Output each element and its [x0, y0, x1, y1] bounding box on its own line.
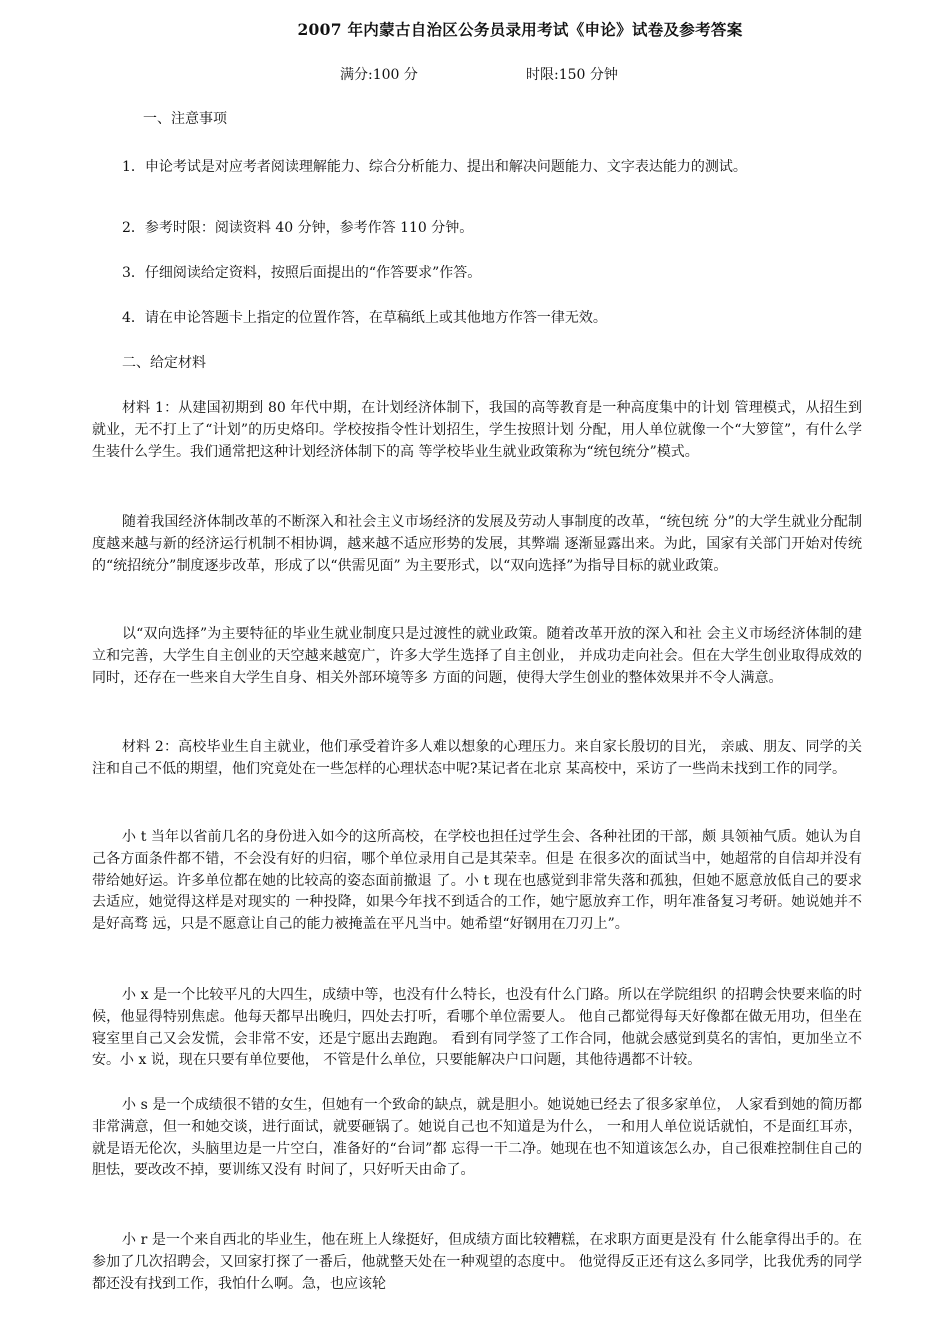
material-paragraph: 小 s 是一个成绩很不错的女生，但她有一个致命的缺点，就是胆小。她说她已经去了很多家单位， 人家看到她的简历都非常满意，但一和她交谈，进行面试，就要砸锅了。她说自己也不知道是为什么， 一和用人单位说话就怕，不是面红耳赤，就是语无伦次，头脑里边是一片空白，准备好的“台词”都 忘得一干二净。她现在也不知道该怎么办，自己很难控制住自己的胆怯，要改改不掉，要训练又没有 时间了，只好听天由命了。	[92, 1097, 862, 1179]
material-paragraph: 材料 1：从建国初期到 80 年代中期，在计划经济体制下，我国的高等教育是一种高度集中的计划 管理模式，从招生到就业，无不打上了“计划”的历史烙印。学校按指令性计划招生，学生按照计划 分配，用人单位就像一个“大箩筐”，有什么学生装什么学生。我们通常把这种计划经济体制下的高 等学校毕业生就业政策称为“统包统分”模式。	[92, 400, 862, 460]
material-paragraph: 小 r 是一个来自西北的毕业生，他在班上人缘挺好，但成绩方面比较糟糕，在求职方面更是没有 什么能拿得出手的。在参加了几次招聘会，又回家打探了一番后，他就整天处在一种观望的态度中。 他觉得反正还有这么多同学，比我优秀的同学都还没有找到工作，我怕什么啊。急，也应该轮	[92, 1232, 862, 1292]
note-item: 4．请在申论答题卡上指定的位置作答，在草稿纸上或其他地方作答一律无效。	[122, 310, 607, 326]
exam-meta	[340, 64, 618, 84]
material-paragraph: 材料 2：高校毕业生自主就业，他们承受着许多人难以想象的心理压力。来自家长殷切的目光， 亲戚、朋友、同学的关注和自己不低的期望，他们究竟处在一些怎样的心理状态中呢?某记者在北京 某高校中，采访了一些尚未找到工作的同学。	[92, 739, 862, 777]
note-item: 3．仔细阅读给定资料，按照后面提出的“作答要求”作答。	[122, 265, 482, 281]
material-paragraph: 小 t 当年以省前几名的身份进入如今的这所高校，在学校也担任过学生会、各种社团的干部，颇 具领袖气质。她认为自己各方面条件都不错，不会没有好的归宿，哪个单位录用自己是其荣幸。但是 在很多次的面试当中，她超常的自信却并没有带给她好运。许多单位都在她的比较高的姿态面前撤退 了。小 t 现在也感觉到非常失落和孤独，但她不愿意放低自己的要求去适应，她觉得这样是对现实的 一种投降，如果今年找不到适合的工作，她宁愿放弃工作，明年准备复习考研。她说她并不是好高骛 远，只是不愿意让自己的能力被掩盖在平凡当中。她希望“好钢用在刀刃上”。	[92, 829, 862, 933]
note-item: 1．申论考试是对应考者阅读理解能力、综合分析能力、提出和解决问题能力、文字表达能力的测试。	[122, 159, 747, 175]
material-paragraph: 随着我国经济体制改革的不断深入和社会主义市场经济的发展及劳动人事制度的改革，“统包统 分”的大学生就业分配制度越来越与新的经济运行机制不相协调，越来越不适应形势的发展，其弊端 逐渐显露出来。为此，国家有关部门开始对传统的“统招统分”制度逐步改革，形成了以“供需见面” 为主要形式，以“双向选择”为指导目标的就业政策。	[92, 514, 862, 574]
material-paragraph: 以“双向选择”为主要特征的毕业生就业制度只是过渡性的就业政策。随着改革开放的深入和社 会主义市场经济体制的建立和完善，大学生自主创业的天空越来越宽广，许多大学生选择了自主创业， 并成功走向社会。但在大学生创业取得成效的同时，还存在一些来自大学生自身、相关外部环境等多 方面的问题，使得大学生创业的整体效果并不令人满意。	[92, 626, 862, 686]
section-heading-notes: 一、注意事项	[143, 111, 227, 127]
document-title: 2007 年内蒙古自治区公务员录用考试《申论》试卷及参考答案	[297, 20, 743, 39]
material-paragraph: 小 x 是一个比较平凡的大四生，成绩中等，也没有什么特长，也没有什么门路。所以在学院组织 的招聘会快要来临的时候，他显得特别焦虑。他每天都早出晚归，四处去打听，看哪个单位需要人。 他自己都觉得每天好像都在做无用功，但坐在寝室里自己又会发慌，会非常不安，还是宁愿出去跑跑。 看到有同学签了工作合同，他就会感觉到莫名的害怕，更加坐立不安。小 x 说，现在只要有单位要他， 不管是什么单位，只要能解决户口问题，其他待遇都不计较。	[92, 987, 862, 1069]
full-score: 满分:100 分	[340, 67, 418, 83]
note-item: 2．参考时限：阅读资料 40 分钟，参考作答 110 分钟。	[122, 220, 474, 236]
time-limit: 时限:150 分钟	[526, 67, 618, 83]
section-heading-materials: 二、给定材料	[122, 355, 206, 371]
